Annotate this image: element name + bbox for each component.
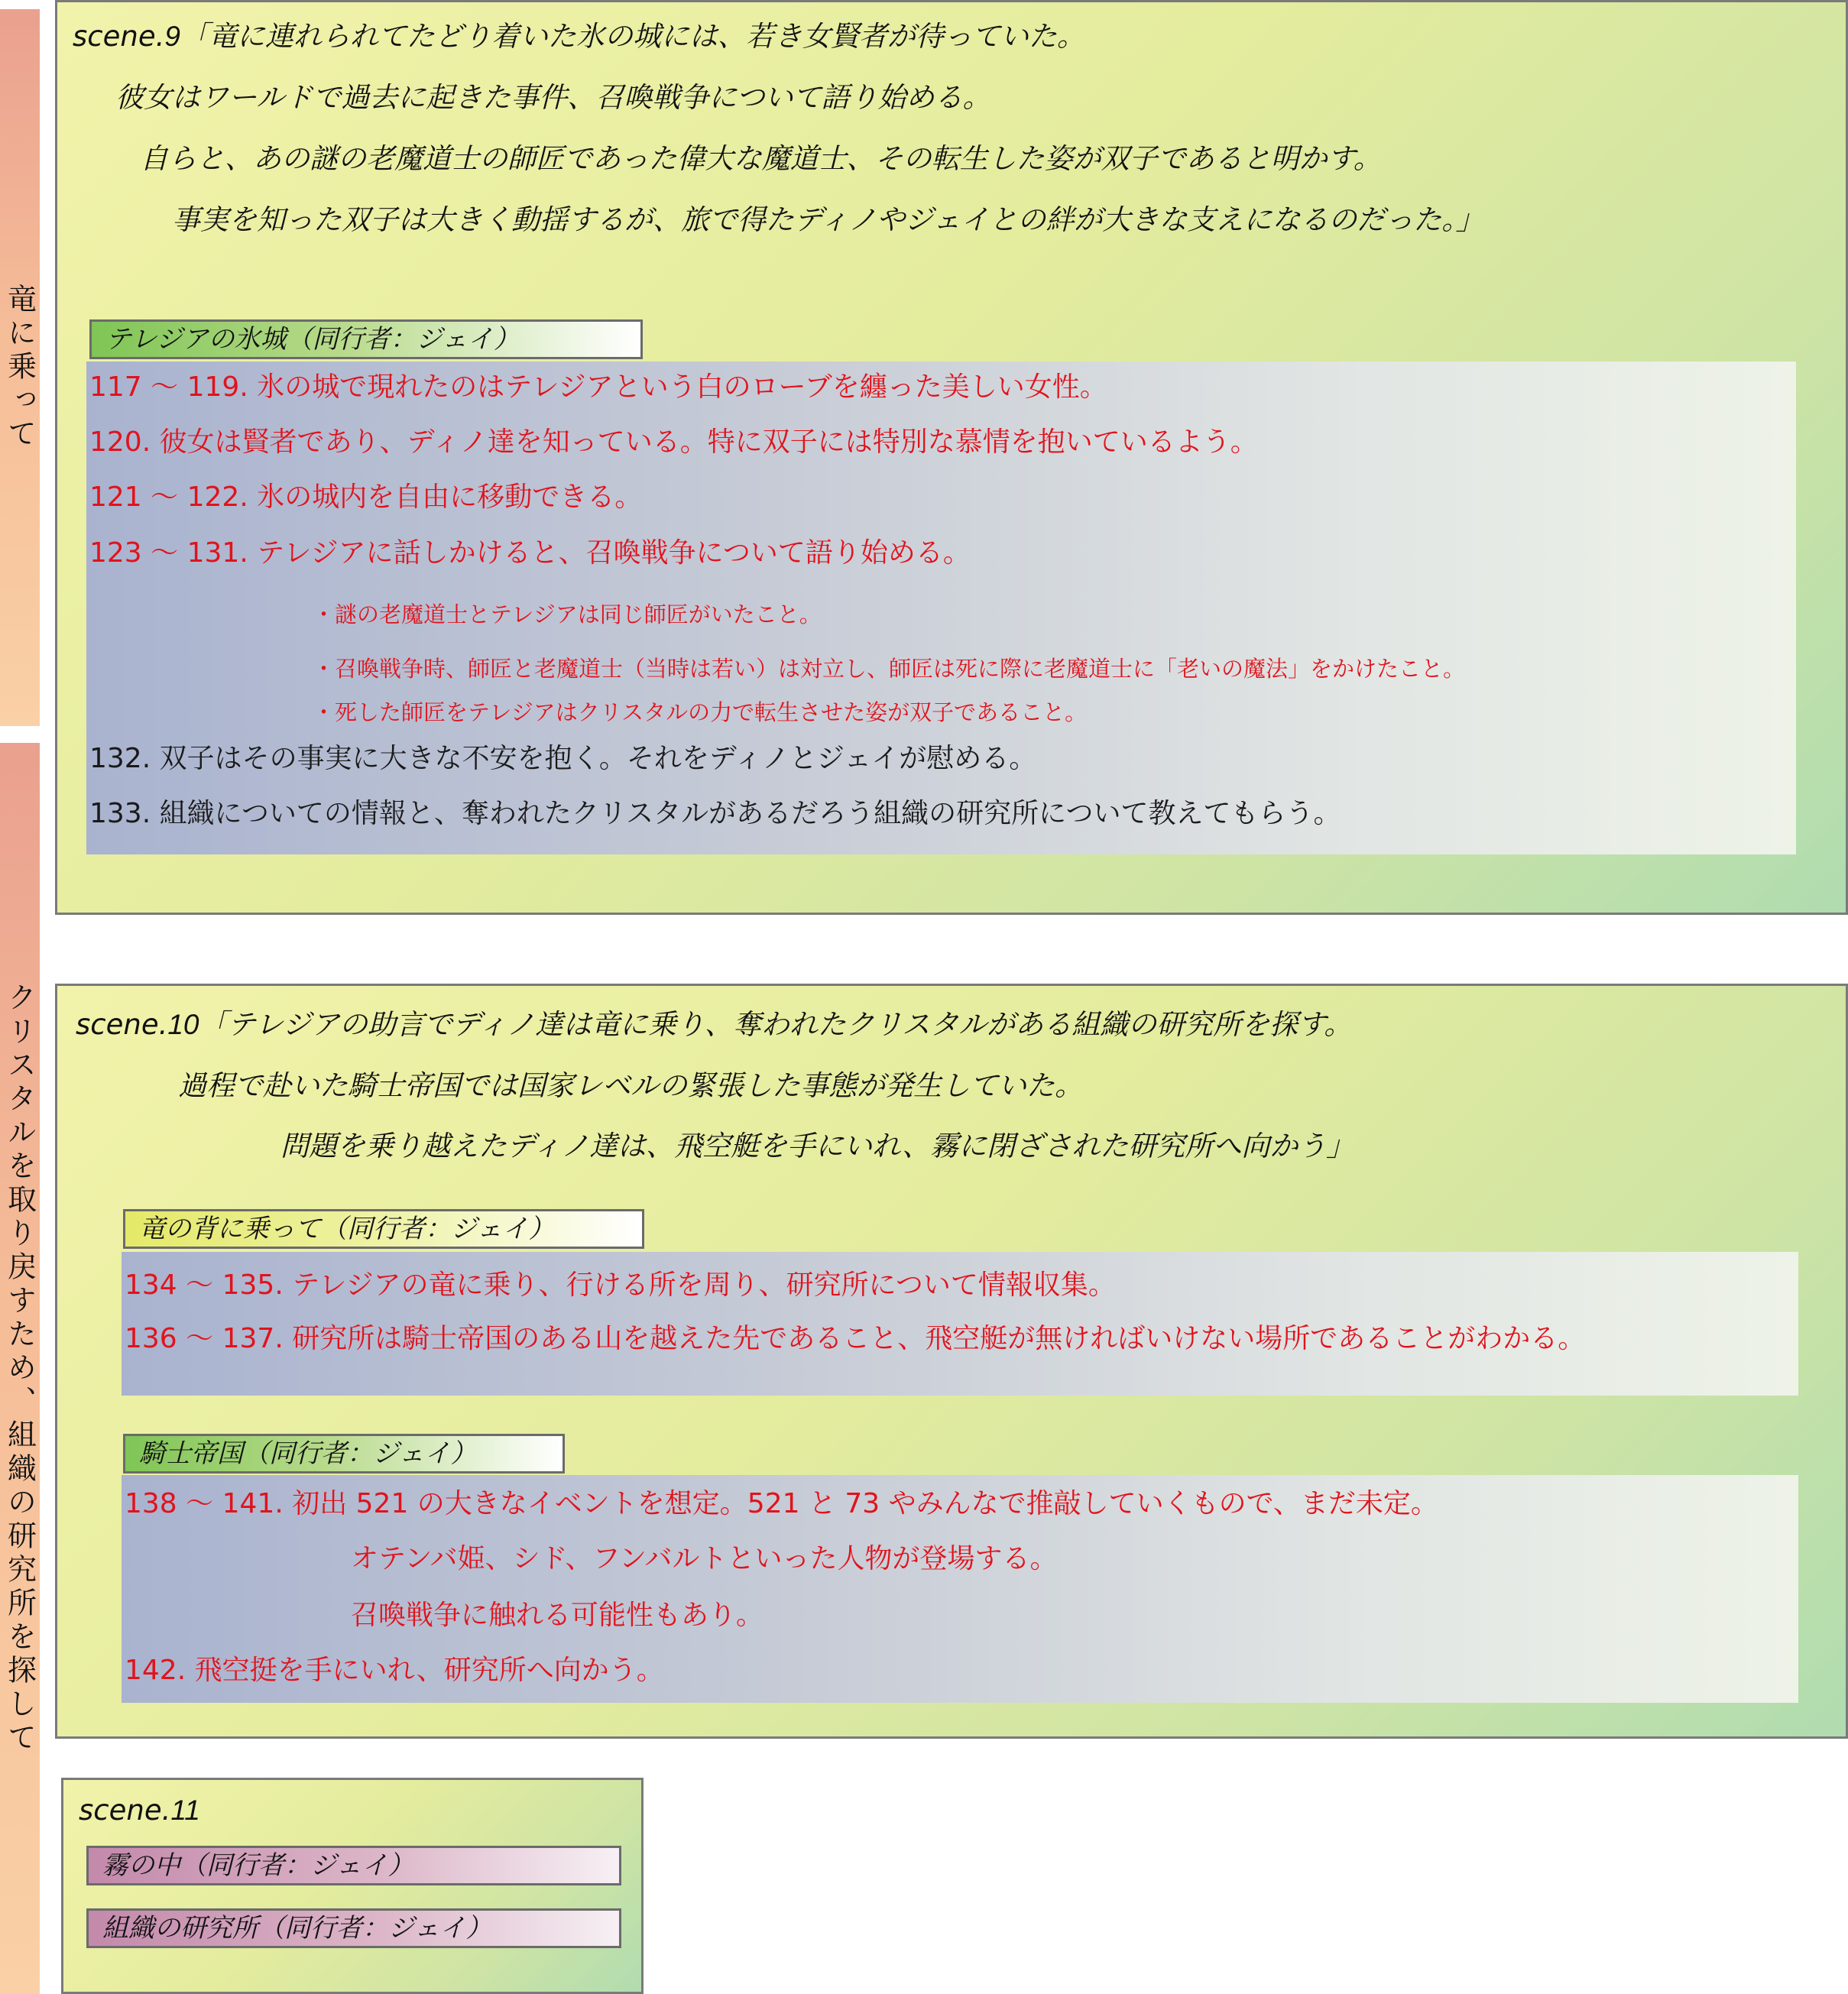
sub-list-item: ・召喚戦争時、師匠と老魔道士（当時は若い）は対立し、師匠は死に際に老魔道士に「老いの魔法」をかけたこと。: [313, 656, 1466, 682]
scene-9-panel: [55, 0, 1848, 915]
sub-list-item: ・謎の老魔道士とテレジアは同じ師匠がいたこと。: [313, 601, 822, 627]
list-item: 133. 組織についての情報と、奪われたクリスタルがあるだろう組織の研究所について教えてもらう。: [89, 798, 1341, 829]
list-item: 召喚戦争に触れる可能性もあり。: [351, 1600, 764, 1631]
list-item: 123 ～ 131. テレジアに話しかけると、召喚戦争について語り始める。: [89, 537, 971, 569]
section-body: [122, 1475, 1798, 1703]
list-item: 142. 飛空挺を手にいれ、研究所へ向かう。: [125, 1655, 664, 1686]
intro-line: 過程で赴いた騎士帝国では国家レベルの緊張した事態が発生していた。: [178, 1069, 1083, 1102]
scene-11-panel: [61, 1778, 644, 1994]
section-title: 竜の背に乗って（同行者：ジェイ）: [123, 1209, 644, 1249]
sub-list-item: ・死した師匠をテレジアはクリスタルの力で転生させた姿が双子であること。: [313, 699, 1088, 725]
intro-line: 自らと、あの謎の老魔道士の師匠であった偉大な魔道士、その転生した姿が双子であると明かす。: [140, 142, 1382, 175]
side-tab-label: 竜に乗って: [2, 284, 37, 452]
list-item: 120. 彼女は賢者であり、ディノ達を知っている。特に双子には特別な慕情を抱いているよう。: [89, 426, 1258, 458]
list-item: オテンバ姫、シド、フンバルトといった人物が登場する。: [351, 1543, 1058, 1574]
section-title: テレジアの氷城（同行者：ジェイ）: [89, 319, 643, 359]
section-body: [86, 362, 1796, 854]
side-tab-riding-dragon: [0, 9, 40, 726]
scene-title: scene.10「テレジアの助言でディノ達は竜に乗り、奪われたクリスタルがある組織の研究所を探す。: [76, 1008, 1353, 1041]
list-item: 138 ～ 141. 初出 521 の大きなイベントを想定。521 と 73 やみんなで推敲していくもので、まだ未定。: [125, 1488, 1438, 1519]
intro-line: 事実を知った双子は大きく動揺するが、旅で得たディノやジェイとの絆が大きな支えになるのだった。」: [172, 203, 1484, 236]
scene-title: scene.11: [79, 1794, 200, 1827]
list-item: 134 ～ 135. テレジアの竜に乗り、行ける所を周り、研究所について情報収集。: [125, 1269, 1116, 1301]
scene-10-panel: [55, 984, 1848, 1739]
intro-line: 問題を乗り越えたディノ達は、飛空艇を手にいれ、霧に閉ざされた研究所へ向かう」: [280, 1130, 1355, 1162]
section-title: 騎士帝国（同行者：ジェイ）: [123, 1434, 565, 1474]
list-item: 132. 双子はその事実に大きな不安を抱く。それをディノとジェイが慰める。: [89, 743, 1037, 774]
section-body: [122, 1252, 1798, 1396]
list-item: 136 ～ 137. 研究所は騎士帝国のある山を越えた先であること、飛空艇が無ければいけない場所であることがわかる。: [125, 1323, 1586, 1354]
side-tab-search-lab: [0, 743, 40, 1994]
section-title: 霧の中（同行者：ジェイ）: [86, 1846, 621, 1885]
intro-line: 彼女はワールドで過去に起きた事件、召喚戦争について語り始める。: [115, 81, 991, 114]
list-item: 121 ～ 122. 氷の城内を自由に移動できる。: [89, 481, 643, 513]
list-item: 117 ～ 119. 氷の城で現れたのはテレジアという白のローブを纏った美しい女性。: [89, 371, 1107, 403]
side-tab-label: クリスタルを取り戻すため、組織の研究所を探して: [2, 981, 37, 1756]
section-title: 組織の研究所（同行者：ジェイ）: [86, 1908, 621, 1948]
scene-title: scene.9「竜に連れられてたどり着いた氷の城には、若き女賢者が待っていた。: [73, 20, 1085, 53]
